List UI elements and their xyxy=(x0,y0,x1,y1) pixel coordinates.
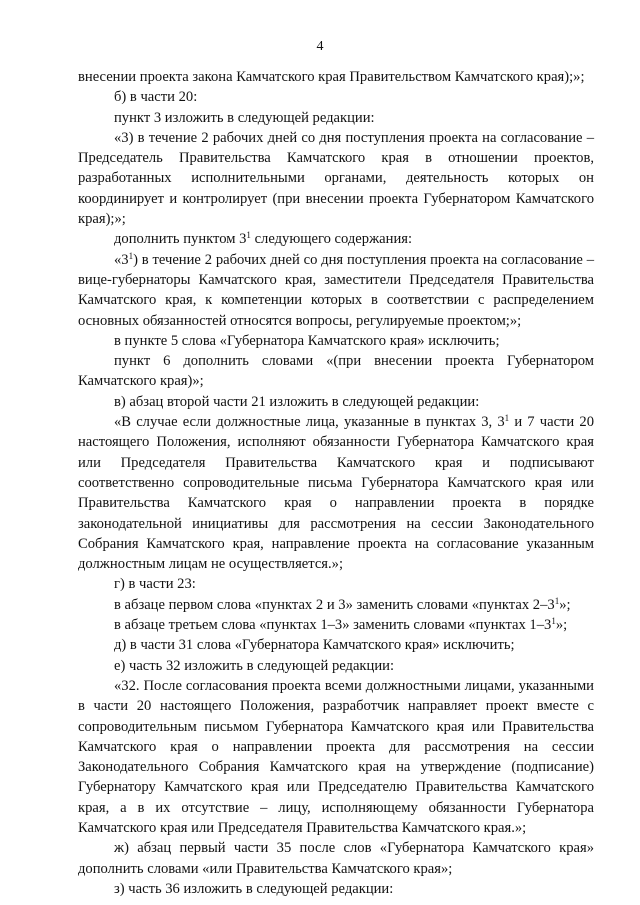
paragraph: в) абзац второй части 21 изложить в следующей редакции: xyxy=(114,393,480,410)
paragraph: е) часть 32 изложить в следующей редакции: xyxy=(114,657,395,674)
document-body xyxy=(78,67,594,899)
paragraph: в пункте 5 слова «Губернатора Камчатского края» исключить; xyxy=(114,332,500,349)
paragraph: «3) в течение 2 рабочих дней со дня поступления проекта на согласование – Председатель Правительства Камчатского края в отношении проектов, разработанных исполнительными органами, деятельность которых он координирует и контролирует (при внесении проекта Губернатором Камчатского края);»; xyxy=(78,129,594,228)
paragraph: «В случае если должностные лица, указанные в пунктах 3, $3^1$ и 7 части 20 настоящего Положения, исполняют обязанности Губернатора Камчатского края или Председателя Правительства Камчатского края и подписывают соответственно сопроводительные письма Губернатора Камчатского края или Правительства Камчатского края о направлении проекта в порядке законодательной инициативы для рассмотрения на сессии Законодательного Собрания Камчатского края, направление проекта на согласование указанным должностным лицам не осуществляется.»; xyxy=(78,413,594,573)
paragraph: в абзаце первом слова «пунктах 2 и 3» заменить словами «пунктах $2-3^1$»; xyxy=(114,595,571,613)
page-number: 4 xyxy=(316,39,324,54)
paragraph: внесении проекта закона Камчатского края Правительством Камчатского края);»; xyxy=(78,69,585,85)
paragraph: з) часть 36 изложить в следующей редакции: xyxy=(114,880,394,897)
paragraph: пункт 3 изложить в следующей редакции: xyxy=(114,109,375,126)
paragraph: пункт 6 дополнить словами «(при внесении проекта Губернатором Камчатского края)»; xyxy=(78,353,594,390)
paragraph: б) в части 20: xyxy=(114,89,198,106)
paragraph: «$3^1$) в течение 2 рабочих дней со дня поступления проекта на согласование – вице-губернаторы Камчатского края, заместители Председателя Правительства Камчатского края, к компетенции которых в соответствии с распределением основных обязанностей относятся вопросы, регулируемые проектом;»; xyxy=(78,250,594,329)
paragraph: дополнить пунктом $3^1$ следующего содержания: xyxy=(114,230,413,248)
paragraph: д) в части 31 слова «Губернатора Камчатского края» исключить; xyxy=(114,637,515,654)
paragraph: г) в части 23: xyxy=(114,576,196,593)
paragraph: в абзаце третьем слова «пунктах 1–3» заменить словами «пунктах $1-3^1$»; xyxy=(114,616,568,634)
paragraph: «32. После согласования проекта всеми должностными лицами, указанными в части 20 настоящего Положения, разработчик направляет проект вместе с сопроводительным письмом Губернатора Камчатского края или Правительства Камчатского края о направлении проекта для рассмотрения на сессии Законодательного Собрания Камчатского края на утверждение (подписание) Губернатору Камчатского края или Председателю Правительства Камчатского края, а в их отсутствие – лицу, исполняющему обязанности Губернатора Камчатского края или Председателя Правительства Камчатского края.»; xyxy=(78,677,594,836)
paragraph: ж) абзац первый части 35 после слов «Губернатора Камчатского края» дополнить словами «или Правительства Камчатского края»; xyxy=(78,840,594,877)
